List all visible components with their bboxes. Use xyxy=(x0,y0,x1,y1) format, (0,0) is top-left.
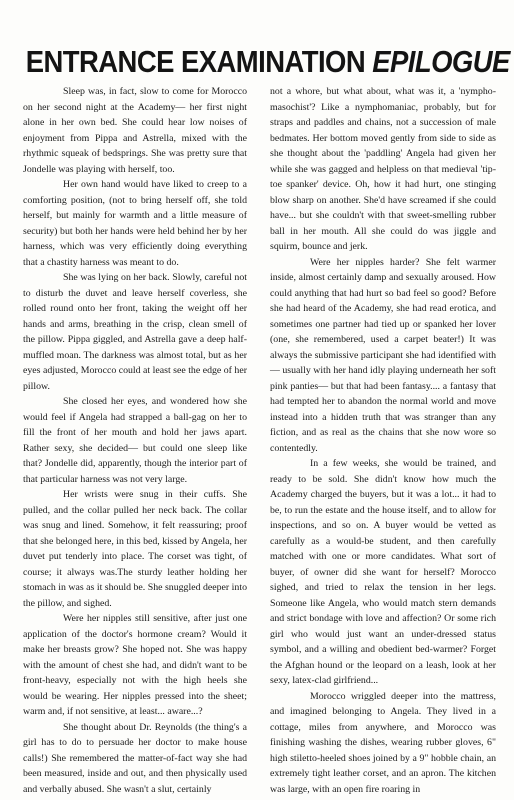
page-title xyxy=(25,44,510,80)
title-main: ENTRANCE EXAMINATION xyxy=(25,45,366,79)
paragraph: Were her nipples still sensitive, after just one application of the doctor's hormone cream? Would it make her breasts grow? She hoped not. She was happy with the amount of chest she had, and didn't want to be front-heavy, especially not with the high heels she would be wearing. Her nipples pressed into the sheet; warm and, if not sensitive, at least... aware...? xyxy=(23,613,247,717)
paragraph: not a whore, but what about, what was it, a 'nympho-masochist'? Like a nymphomaniac, probably, but for straps and paddles and chains, not a succession of male bedmates. Her bottom moved gently from side to side as she thought about the 'paddling' Angela had given her while she was gagged and helpless on that medieval 'tip-toe spanker' device. Oh, how it had hurt, one stinging blow sharp on another. She'd have screamed if she could have... but she couldn't with that sweet-smelling rubber ball in her mouth. All she could do was jiggle and squirm, bounce and jerk. xyxy=(270,86,496,252)
left-column xyxy=(23,84,247,797)
paragraph: She closed her eyes, and wondered how she would feel if Angela had strapped a ball-gag on her to fill the front of her mouth and hold her jaws apart. Rather sexy, she decided— but could one sleep like that? Jondelle did, apparently, though the interior part of that particular harness was not very large. xyxy=(23,396,247,485)
paragraph: Were her nipples harder? She felt warmer inside, almost certainly damp and sexually aroused. How could anything that had hurt so bad feel so good? Before she had heard of the Academy, she had read erotica, and sometimes one partner had tied up or spanked her lover (one, she remembered, used a carpet beater!) It was always the submissive participant she had identified with— usually with her hand idly playing underneath her soft pink panties— but that had been fantasy.... a fantasy that had tempted her to abandon the normal world and move instead into a hidden truth that was stranger than any fiction, and as real as the chains that she now wore so contentedly. xyxy=(270,256,496,454)
paragraph: She thought about Dr. Reynolds (the thing's a girl has to do to persuade her doctor to make house calls!) She remembered the matter-of-fact way she had been measured, inside and out, and then physically used and verbally abused. She wasn't a slut, certainly xyxy=(23,721,247,795)
paragraph: Morocco wriggled deeper into the mattress, and imagined belonging to Angela. They lived in a cottage, miles from anywhere, and Morocco was finishing washing the dishes, wearing rubber gloves, 6" high stiletto-heeled shoes joined by a 9" hobble chain, an extremely tight leather corset, and an apron. The kitchen was large, with an open fire roaring in xyxy=(270,690,496,795)
paragraph: Her own hand would have liked to creep to a comforting position, (not to bring herself off, she told herself, but mainly for warmth and a little measure of security) but both her hands were held behind her by her harness, which was very efficiently doing everything that a chastity harness was meant to do. xyxy=(23,179,247,268)
title-epilogue: EPILOGUE xyxy=(372,45,510,79)
paragraph: Her wrists were snug in their cuffs. She pulled, and the collar pulled her neck back. The collar was snug and lined. Somehow, it felt reassuring; proof that she belonged here, in this bed, kissed by Angela, her duvet put tenderly into place. The corset was tight, of course; it always was.The sturdy leather holding her stomach in was as it should be. She snuggled deeper into the pillow, and sighed. xyxy=(23,489,247,609)
paragraph: In a few weeks, she would be trained, and ready to be sold. She didn't know how much the Academy charged the buyers, but it was a lot... it had to be, to run the estate and the house itself, and to allow for inspections, and so on. A buyer would be vetted as carefully as a would-be student, and then carefully matched with one or more candidates. What sort of buyer, of owner did she want for herself? Morocco sighed, and tried to relax the tension in her legs. Someone like Angela, who would match stern demands and strict bondage with love and affection? Or some rich girl who would just want an under-dressed status symbol, and a willing and obedient bed-warmer? Forget the Afghan hound or the leopard on a leash, look at her sexy, latex-clad girlfriend... xyxy=(270,458,496,686)
paragraph: She was lying on her back. Slowly, careful not to disturb the duvet and leave herself coverless, she rolled round onto her front, taking the weight off her hands and arms, breathing in the crisp, clean smell of the pillow. Pippa giggled, and Astrella gave a deep half-muffled moan. The darkness was almost total, but as her eyes adjusted, Morocco could at least see the edge of her pillow. xyxy=(23,272,247,392)
right-column xyxy=(270,84,496,797)
paragraph: Sleep was, in fact, slow to come for Morocco on her second night at the Academy— her first night alone in her own bed. She could hear low noises of enjoyment from Pippa and Astrella, mixed with the rhythmic squeak of bedsprings. She was pretty sure that Jondelle was playing with herself, too. xyxy=(23,86,247,175)
